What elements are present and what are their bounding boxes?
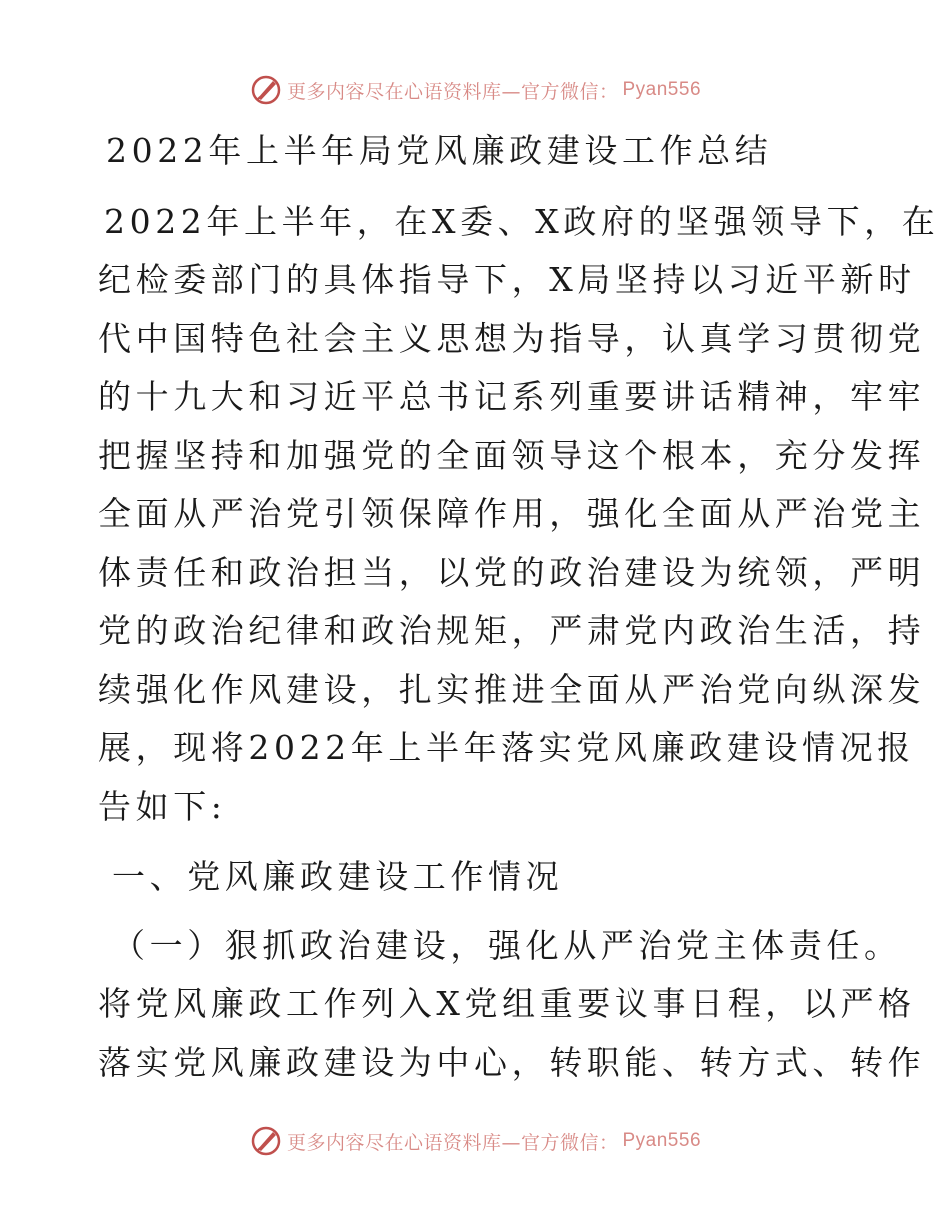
paragraph-line: 全面从严治党引领保障作用，强化全面从严治党主 [98,494,926,533]
paragraph-line: 将党风廉政工作列入X党组重要议事日程，以严格 [98,984,916,1023]
watermark-account: Pyan556 [622,1130,702,1151]
paragraph-line: 2022年上半年，在X委、X政府的坚强领导下，在 [104,201,940,241]
paragraph-line: 把握坚持和加强党的全面领导这个根本，充分发挥 [98,435,926,475]
paragraph-line: 体责任和政治担当，以党的政治建设为统领，严明 [98,552,926,592]
paragraph-line: 展，现将2022年上半年落实党风廉政建设情况报 [98,728,915,767]
watermark-header [0,70,950,110]
document-body [98,122,940,1092]
paragraph-line: 纪检委部门的具体指导下，X局坚持以习近平新时 [98,260,916,299]
paragraph-line: 的十九大和习近平总书记系列重要讲话精神，牢牢 [98,377,926,416]
quill-logo-icon [249,1124,283,1158]
document-title: 2022年上半年局党风廉政建设工作总结 [106,131,773,170]
paragraph-line: 落实党风廉政建设为中心，转职能、转方式、转作 [98,1042,926,1082]
section-heading: 一、党风廉政建设工作情况 [112,857,564,896]
paragraph-line: 代中国特色社会主义思想为指导，认真学习贯彻党 [98,318,926,358]
watermark-account: Pyan556 [622,79,702,100]
watermark-footer [0,1121,950,1161]
paragraph-line: 告如下: [98,786,227,826]
paragraph-line: 续强化作风建设，扎实推进全面从严治党向纵深发 [98,669,926,709]
subsection-heading: （一）狠抓政治建设，强化从严治党主体责任。 [112,925,902,965]
quill-logo-icon [249,73,283,107]
watermark-text: 更多内容尽在心语资料库—官方微信： [286,80,619,103]
paragraph-line: 党的政治纪律和政治规矩，严肃党内政治生活，持 [98,611,926,650]
watermark-text: 更多内容尽在心语资料库—官方微信： [286,1131,619,1154]
